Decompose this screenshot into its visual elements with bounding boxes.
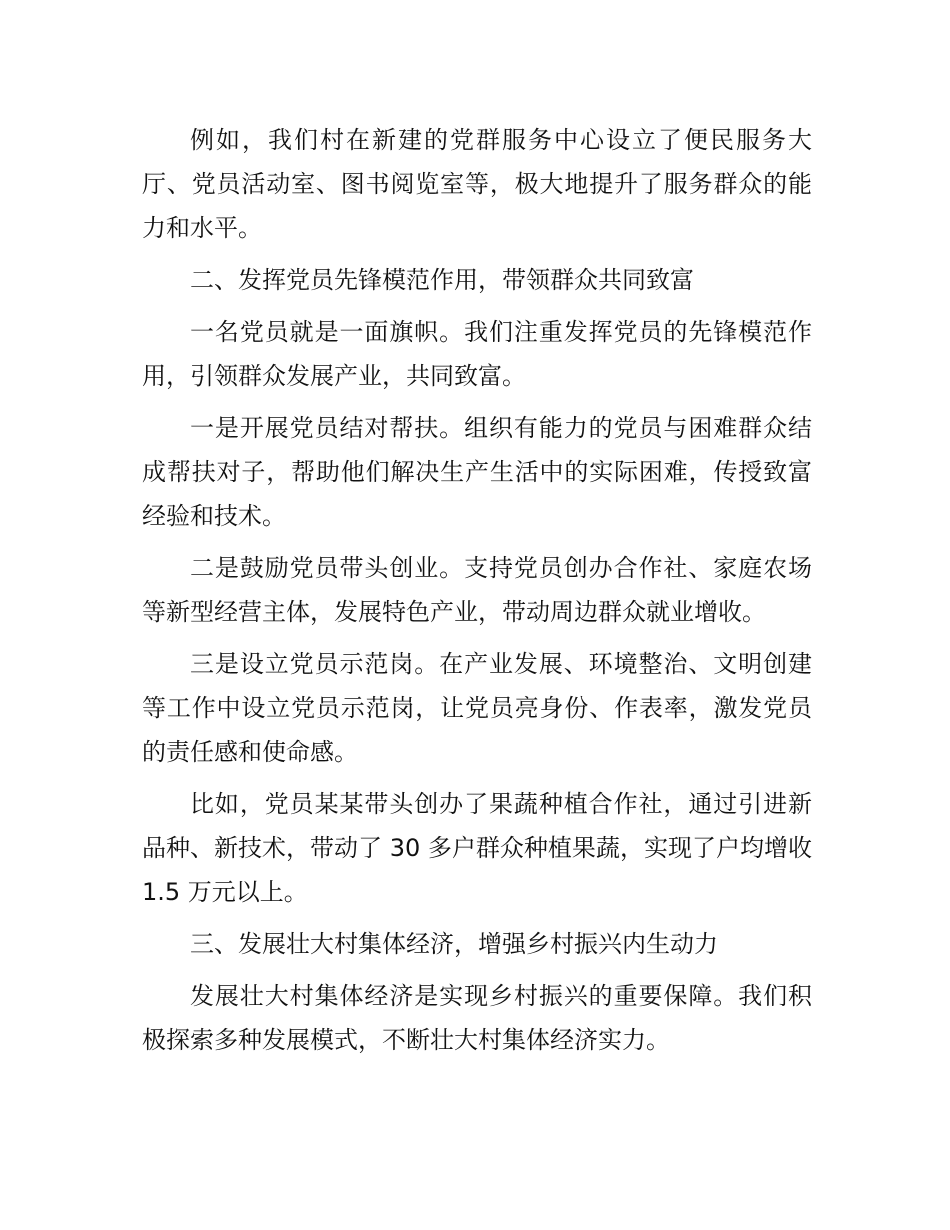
paragraph-example-cooperative: 比如，党员某某带头创办了果蔬种植合作社，通过引进新品种、新技术，带动了 30 多户群众种植果蔬，实现了户均增收 1.5 万元以上。 bbox=[142, 790, 812, 906]
section-heading-party-pioneer: 二、发挥党员先锋模范作用，带领群众共同致富 bbox=[190, 266, 694, 294]
section-heading-collective-economy: 三、发展壮大村集体经济，增强乡村振兴内生动力 bbox=[190, 930, 718, 958]
document-body bbox=[142, 118, 812, 1070]
paragraph-collective-economy: 发展壮大村集体经济是实现乡村振兴的重要保障。我们积极探索多种发展模式，不断壮大村集体经济实力。 bbox=[142, 982, 812, 1054]
paragraph-party-flag: 一名党员就是一面旗帜。我们注重发挥党员的先锋模范作用，引领群众发展产业，共同致富。 bbox=[142, 318, 812, 390]
paragraph-demonstration-posts: 三是设立党员示范岗。在产业发展、环境整治、文明创建等工作中设立党员示范岗，让党员亮身份、作表率，激发党员的责任感和使命感。 bbox=[142, 650, 812, 766]
paragraph-example-service-center: 例如，我们村在新建的党群服务中心设立了便民服务大厅、党员活动室、图书阅览室等，极大地提升了服务群众的能力和水平。 bbox=[142, 126, 812, 242]
paragraph-pairing-assistance: 一是开展党员结对帮扶。组织有能力的党员与困难群众结成帮扶对子，帮助他们解决生产生活中的实际困难，传授致富经验和技术。 bbox=[142, 414, 812, 530]
paragraph-entrepreneurship: 二是鼓励党员带头创业。支持党员创办合作社、家庭农场等新型经营主体，发展特色产业，带动周边群众就业增收。 bbox=[142, 554, 812, 626]
